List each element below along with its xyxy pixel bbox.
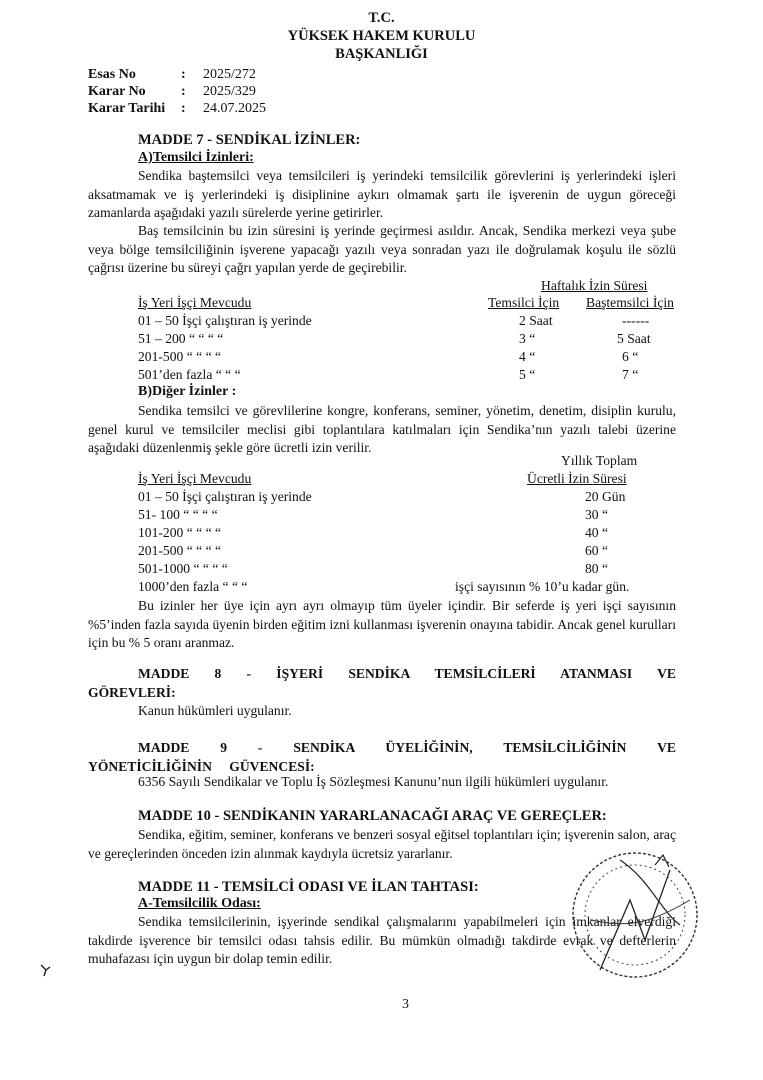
t1-row4-head: 7 “ — [622, 367, 639, 382]
madde11-body: Sendika temsilcilerinin, işyerinde sendikal çalışmalarını yapabilmeleri için imkanlar elverdiği takdirde işverence bir temsilci odası tahsis edilir. Bu mümkün olmadığı takdirde evrak ve defterlerin muhafazası için uygun bir dolap temin edilir. — [88, 914, 676, 966]
madde9-body: 6356 Sayılı Sendikalar ve Toplu İş Sözleşmesi Kanunu’nun ilgili hükümleri uygulanır. — [138, 774, 609, 789]
t1-col-head-representative: Baştemsilci İçin — [586, 295, 674, 310]
madde7-b-title: B)Diğer İzinler : — [138, 384, 237, 399]
t2-row5-range: 501-1000 “ “ “ “ — [138, 561, 228, 576]
madde8-body: Kanun hükümleri uygulanır. — [138, 703, 292, 718]
header-presidency: BAŞKANLIĞI — [335, 46, 428, 62]
t2-row1-range: 01 – 50 İşçi çalıştıran iş yerinde — [138, 489, 312, 504]
t1-row1-rep: 2 Saat — [519, 313, 553, 328]
t2-row2-range: 51- 100 “ “ “ “ — [138, 507, 218, 522]
madde8-title: MADDE 8 - İŞYERİ SENDİKA TEMSİLCİLERİ ATANMASI VE GÖREVLERİ: — [88, 666, 676, 700]
t1-header-weekly: Haftalık İzin Süresi — [541, 278, 648, 293]
karar-no-colon: : — [181, 84, 186, 99]
official-stamp — [560, 830, 710, 990]
margin-mark — [38, 962, 52, 978]
t2-row2-value: 30 “ — [585, 507, 609, 522]
karar-no-label: Karar No — [88, 84, 146, 99]
esas-no-label: Esas No — [88, 67, 136, 82]
t2-row4-range: 201-500 “ “ “ “ — [138, 543, 222, 558]
esas-no-colon: : — [181, 67, 186, 82]
t1-col-representative: Temsilci İçin — [488, 295, 560, 310]
t2-col-workforce: İş Yeri İşçi Mevcudu — [138, 471, 252, 486]
madde11-a-title: A-Temsilcilik Odası: — [138, 896, 261, 911]
madde10-body: Sendika, eğitim, seminer, konferans ve benzeri sosyal eğitsel toplantıları için; işverenin salon, araç ve gereçlerinden önceden izin alınmak kaydıyla ücretsiz yararlanır. — [88, 827, 676, 861]
t2-row3-range: 101-200 “ “ “ “ — [138, 525, 222, 540]
t2-row5-value: 80 “ — [585, 561, 609, 576]
page-number: 3 — [402, 997, 409, 1012]
header-tc: T.C. — [368, 10, 395, 26]
madde11-title: MADDE 11 - TEMSİLCİ ODASI VE İLAN TAHTASI: — [138, 879, 479, 895]
t2-row1-value: 20 Gün — [585, 489, 626, 504]
t1-row4-range: 501’den fazla “ “ “ — [138, 367, 241, 382]
madde7-p3: Sendika temsilci ve görevlilerine kongre, konferans, seminer, yönetim, denetim, disiplin kurulu, genel kurul ve temsilciler meclisi gibi toplantılara katılmaları için Sendika’nın yazılı talebi üzerine aşağıdaki düzenlenmiş şekle göre ücretli izin verilir. — [88, 403, 676, 455]
t1-row4-rep: 5 “ — [519, 367, 536, 382]
t1-col-workforce: İş Yeri İşçi Mevcudu — [138, 295, 252, 310]
t1-row1-head: ------ — [622, 313, 650, 328]
t2-row6-value: işçi sayısının % 10’u kadar gün. — [455, 579, 630, 594]
t2-row6-range: 1000’den fazla “ “ “ — [138, 579, 248, 594]
t1-row2-head: 5 Saat — [617, 331, 651, 346]
t2-header-annual: Yıllık Toplam — [561, 453, 638, 468]
madde7-p4: Bu izinler her üye için ayrı ayrı olmayıp tüm üyeler içindir. Bir seferde iş yeri işçi sayısının %5’inden fazla sayıda üyenin birden eğitim izni kullanması işverenin onayına tabidir. Ancak genel kurulları için bu % 5 oranı aranmaz. — [88, 598, 676, 650]
t1-row2-rep: 3 “ — [519, 331, 536, 346]
karar-tarihi-value: 24.07.2025 — [203, 101, 266, 116]
t1-row3-head: 6 “ — [622, 349, 639, 364]
t2-row4-value: 60 “ — [585, 543, 609, 558]
madde7-title: MADDE 7 - SENDİKAL İZİNLER: — [138, 132, 361, 148]
madde10-title: MADDE 10 - SENDİKANIN YARARLANACAĞI ARAÇ VE GEREÇLER: — [138, 808, 607, 824]
t1-row2-range: 51 – 200 “ “ “ “ — [138, 331, 224, 346]
t1-row1-range: 01 – 50 İşçi çalıştıran iş yerinde — [138, 313, 312, 328]
madde7-p2: Baş temsilcinin bu izin süresini iş yerinde geçirmesi asıldır. Ancak, Sendika merkezi veya şube veya bölge temsilciliğinin işverene yapacağı yazılı veya sonradan yazı ile doğrulamak koşulu ile sözlü çağrısı üzerine bu süreyi çağrı yapılan yerde de geçirebilir. — [88, 223, 676, 275]
t1-row3-range: 201-500 “ “ “ “ — [138, 349, 222, 364]
t1-row3-rep: 4 “ — [519, 349, 536, 364]
t2-row3-value: 40 “ — [585, 525, 609, 540]
t2-col-paid-leave: Ücretli İzin Süresi — [527, 471, 627, 486]
header-institution: YÜKSEK HAKEM KURULU — [287, 28, 476, 44]
madde7-p1: Sendika baştemsilci veya temsilcileri iş yerindeki temsilcilik görevlerini iş yerlerindeki işleri aksatmamak ve iş yerlerindeki iş disiplinine aykırı olmamak şartı ile işverenin de uygun göreceği zamanlarda aşağıdaki yazılı sürelerde yerine getirirler. — [88, 168, 676, 220]
esas-no-value: 2025/272 — [203, 67, 256, 82]
karar-no-value: 2025/329 — [203, 84, 256, 99]
madde9-title: MADDE 9 - SENDİKA ÜYELİĞİNİN, TEMSİLCİLİĞİNİN VE YÖNETİCİLİĞİNİN GÜVENCESİ: — [88, 740, 676, 774]
madde7-a-title: A)Temsilci İzinleri: — [138, 150, 254, 165]
karar-tarihi-label: Karar Tarihi — [88, 101, 166, 116]
karar-tarihi-colon: : — [181, 101, 186, 116]
